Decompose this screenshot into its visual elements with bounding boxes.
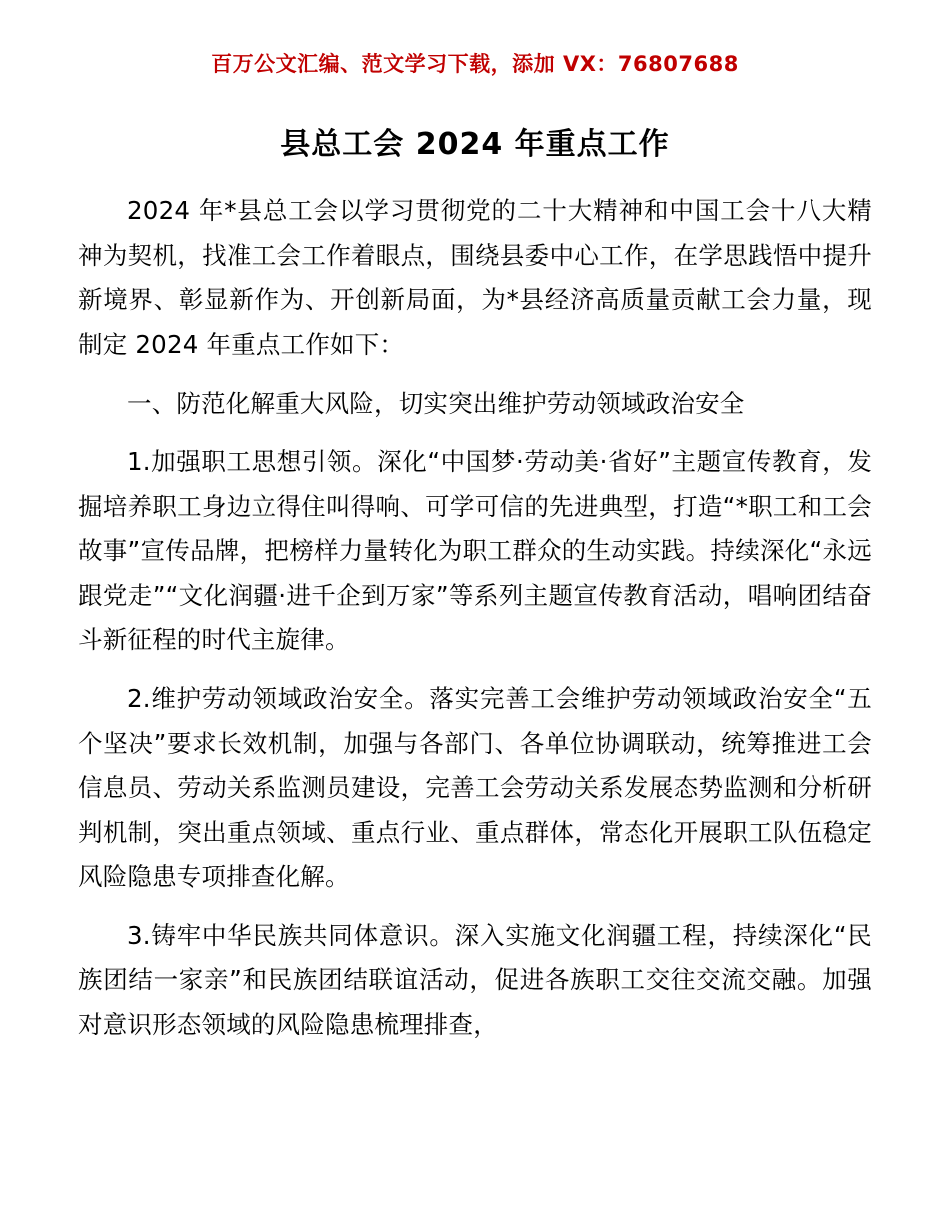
paragraph-item-3: 3.铸牢中华民族共同体意识。深入实施文化润疆工程，持续深化“民族团结一家亲”和民族团结联谊活动，促进各族职工交往交流交融。加强对意识形态领域的风险隐患梳理排查， — [78, 920, 872, 1040]
paragraph-item-1: 1.加强职工思想引领。深化“中国梦·劳动美·省好”主题宣传教育，发掘培养职工身边立得住叫得响、可学可信的先进典型，打造“*职工和工会故事”宣传品牌，把榜样力量转化为职工群众的生动实践。持续深化“永远跟党走”“文化润疆·进千企到万家”等系列主题宣传教育活动，唱响团结奋斗新征程的时代主旋律。 — [78, 447, 872, 655]
page-title: 县总工会 2024 年重点工作 — [280, 127, 670, 163]
section-heading-1: 一、防范化解重大风险，切实突出维护劳动领域政治安全 — [127, 388, 745, 418]
paragraph-intro: 2024 年*县总工会以学习贯彻党的二十大精神和中国工会十八大精神为契机，找准工会工作着眼点，围绕县委中心工作，在学思践悟中提升新境界、彰显新作为、开创新局面，为*县经济高质量贡献工会力量，现制定 2024 年重点工作如下： — [78, 196, 872, 359]
paragraph-item-2: 2.维护劳动领域政治安全。落实完善工会维护劳动领域政治安全“五个坚决”要求长效机制，加强与各部门、各单位协调联动，统筹推进工会信息员、劳动关系监测员建设，完善工会劳动关系发展态势监测和分析研判机制，突出重点领域、重点行业、重点群体，常态化开展职工队伍稳定风险隐患专项排查化解。 — [78, 683, 872, 892]
document-body — [78, 189, 872, 1047]
watermark-text: 百万公文汇编、范文学习下载，添加 VX：76807688 — [211, 52, 739, 76]
